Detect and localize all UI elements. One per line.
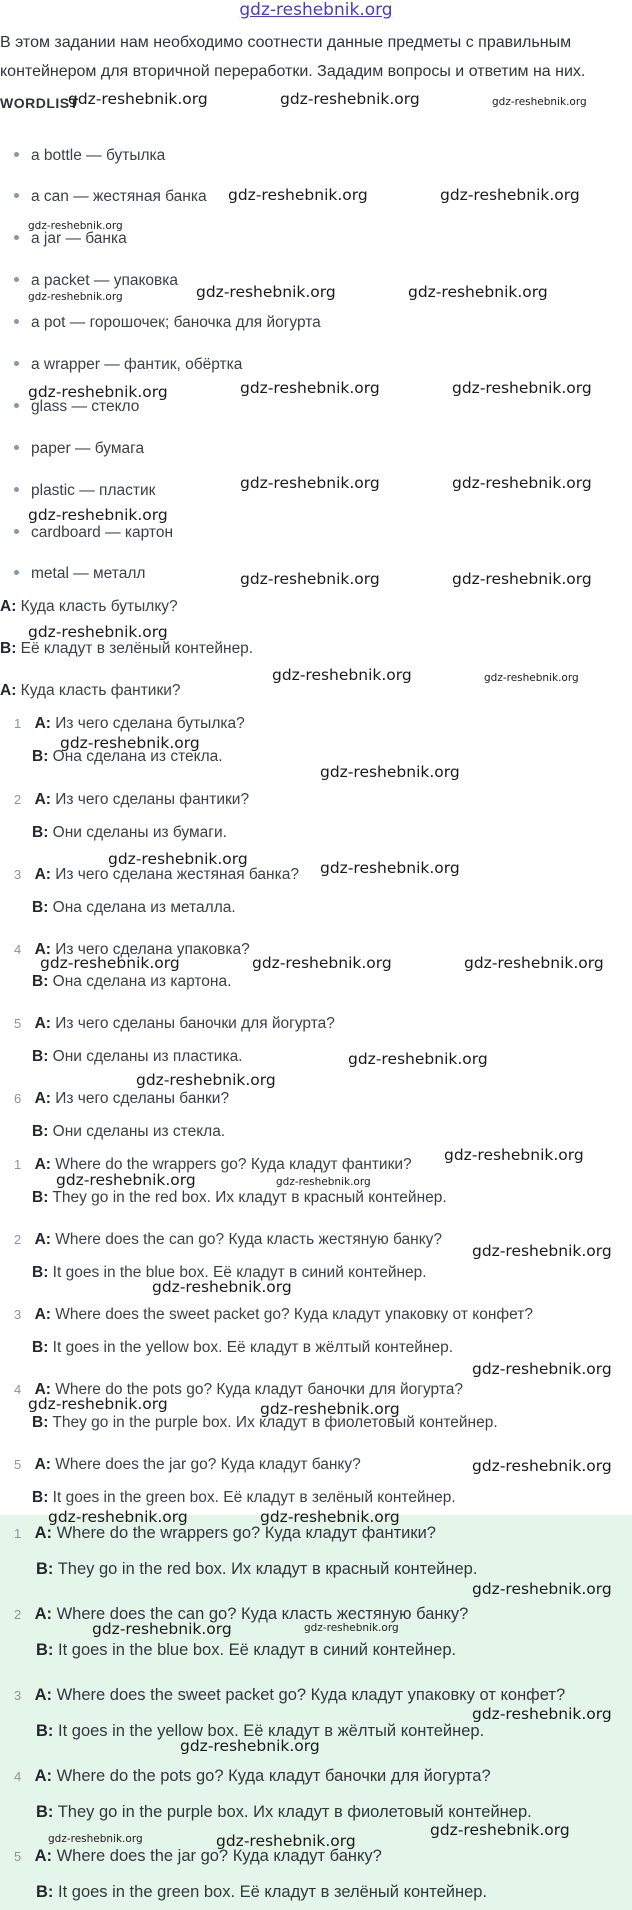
dialogue-ru-6-answer: B: Они сделаны из стекла. bbox=[32, 1123, 226, 1140]
dialogue-ru-6: 6 A: Из чего сделаны банки? bbox=[14, 1090, 230, 1107]
dialogue-ru-1-answer: B: Она сделана из стекла. bbox=[32, 748, 223, 765]
dialogue-en-3: 3 A: Where does the sweet packet go? Куда кладут упаковку от конфет? bbox=[14, 1306, 533, 1323]
watermark: gdz-reshebnik.org bbox=[320, 859, 460, 877]
answer-4: 4 A: Where do the pots go? Куда кладут баночки для йогурта? bbox=[14, 1767, 491, 1785]
watermark: gdz-reshebnik.org bbox=[464, 954, 604, 972]
dialogue-en-3-answer: B: It goes in the yellow box. Её кладут в жёлтый контейнер. bbox=[32, 1339, 454, 1356]
wordlist-item: metal — металл bbox=[14, 565, 145, 583]
watermark: gdz-reshebnik.org bbox=[228, 186, 368, 204]
dialogue-ru-5: 5 A: Из чего сделаны баночки для йогурта? bbox=[14, 1015, 335, 1032]
wordlist-item: a can — жестяная банка bbox=[14, 188, 207, 206]
wordlist-label: WORDLIST bbox=[0, 95, 79, 111]
answer-1-b: B: They go in the red box. Их кладут в красный контейнер. bbox=[36, 1560, 478, 1578]
dialogue-ru-2-answer: B: Они сделаны из бумаги. bbox=[32, 824, 227, 841]
watermark: gdz-reshebnik.org bbox=[320, 763, 460, 781]
watermark: gdz-reshebnik.org bbox=[92, 1620, 232, 1638]
watermark: gdz-reshebnik.org bbox=[240, 474, 380, 492]
dialogue-ru-5-answer: B: Они сделаны из пластика. bbox=[32, 1048, 243, 1065]
dialogue-en-4: 4 A: Where do the pots go? Куда кладут баночки для йогурта? bbox=[14, 1381, 463, 1398]
bullet-icon bbox=[14, 152, 19, 157]
watermark: gdz-reshebnik.org bbox=[484, 672, 579, 684]
watermark: gdz-reshebnik.org bbox=[28, 623, 168, 641]
wordlist-item: cardboard — картон bbox=[14, 524, 173, 542]
watermark: gdz-reshebnik.org bbox=[28, 220, 123, 232]
wordlist-item: paper — бумага bbox=[14, 440, 144, 458]
wordlist-item: a pot — горошочек; баночка для йогурта bbox=[14, 314, 321, 332]
watermark: gdz-reshebnik.org bbox=[472, 1360, 612, 1378]
answer-3-b: B: It goes in the yellow box. Её кладут в жёлтый контейнер. bbox=[36, 1722, 485, 1740]
dialogue-en-2-answer: B: It goes in the blue box. Её кладут в синий контейнер. bbox=[32, 1264, 427, 1281]
watermark: gdz-reshebnik.org bbox=[472, 1705, 612, 1723]
watermark: gdz-reshebnik.org bbox=[60, 734, 200, 752]
watermark: gdz-reshebnik.org bbox=[408, 283, 548, 301]
watermark: gdz-reshebnik.org bbox=[136, 1071, 276, 1089]
bullet-icon bbox=[14, 361, 19, 366]
dialogue-en-5-answer: B: It goes in the green box. Её кладут в зелёный контейнер. bbox=[32, 1489, 456, 1506]
watermark: gdz-reshebnik.org bbox=[240, 379, 380, 397]
watermark: gdz-reshebnik.org bbox=[452, 570, 592, 588]
watermark: gdz-reshebnik.org bbox=[28, 383, 168, 401]
answer-2: 2 A: Where does the can go? Куда класть жестяную банку? bbox=[14, 1605, 469, 1623]
watermark: gdz-reshebnik.org bbox=[28, 1395, 168, 1413]
watermark: gdz-reshebnik.org bbox=[260, 1508, 400, 1526]
bullet-icon bbox=[14, 445, 19, 450]
answer-5: 5 A: Where does the jar go? Куда кладут банку? bbox=[14, 1847, 382, 1865]
watermark: gdz-reshebnik.org bbox=[260, 1400, 400, 1418]
intro-text: В этом задании нам необходимо соотнести данные предметы с правильным контейнером для вторичной переработки. Зададим вопросы и ответим на них. bbox=[0, 34, 586, 80]
example-line: B: Её кладут в зелёный контейнер. bbox=[0, 640, 254, 657]
dialogue-ru-3: 3 A: Из чего сделана жестяная банка? bbox=[14, 866, 299, 883]
bullet-icon bbox=[14, 235, 19, 240]
watermark: gdz-reshebnik.org bbox=[196, 283, 336, 301]
dialogue-en-2: 2 A: Where does the can go? Куда класть жестяную банку? bbox=[14, 1231, 443, 1248]
watermark: gdz-reshebnik.org bbox=[304, 1622, 399, 1634]
dialogue-ru-4-answer: B: Она сделана из картона. bbox=[32, 973, 232, 990]
bullet-icon bbox=[14, 277, 19, 282]
watermark: gdz-reshebnik.org bbox=[472, 1580, 612, 1598]
watermark: gdz-reshebnik.org bbox=[492, 96, 587, 108]
watermark: gdz-reshebnik.org bbox=[180, 1737, 320, 1755]
wordlist-item: a packet — упаковка bbox=[14, 272, 178, 290]
dialogue-en-5: 5 A: Where does the jar go? Куда кладут банку? bbox=[14, 1456, 361, 1473]
example-line: A: Куда класть бутылку? bbox=[0, 598, 178, 615]
watermark: gdz-reshebnik.org bbox=[240, 570, 380, 588]
bullet-icon bbox=[14, 193, 19, 198]
watermark: gdz-reshebnik.org bbox=[276, 1176, 371, 1188]
bullet-icon bbox=[14, 570, 19, 575]
watermark: gdz-reshebnik.org bbox=[108, 850, 248, 868]
watermark: gdz-reshebnik.org bbox=[68, 90, 208, 108]
watermark: gdz-reshebnik.org bbox=[152, 1278, 292, 1296]
answer-1: 1 A: Where do the wrappers go? Куда кладут фантики? bbox=[14, 1524, 436, 1542]
watermark: gdz-reshebnik.org bbox=[28, 506, 168, 524]
wordlist-item: plastic — пластик bbox=[14, 482, 155, 500]
dialogue-ru-4: 4 A: Из чего сделана упаковка? bbox=[14, 941, 250, 958]
dialogue-ru-1: 1 A: Из чего сделана бутылка? bbox=[14, 715, 245, 732]
dialogue-ru-2: 2 A: Из чего сделаны фантики? bbox=[14, 791, 250, 808]
dialogue-en-4-answer: B: They go in the purple box. Их кладут в фиолетовый контейнер. bbox=[32, 1414, 498, 1431]
watermark: gdz-reshebnik.org bbox=[440, 186, 580, 204]
dialogue-en-1: 1 A: Where do the wrappers go? Куда кладут фантики? bbox=[14, 1156, 412, 1173]
site-link[interactable]: gdz-reshebnik.org bbox=[239, 0, 393, 20]
watermark: gdz-reshebnik.org bbox=[472, 1457, 612, 1475]
bullet-icon bbox=[14, 529, 19, 534]
wordlist-item: a wrapper — фантик, обёртка bbox=[14, 356, 242, 374]
watermark: gdz-reshebnik.org bbox=[272, 666, 412, 684]
watermark: gdz-reshebnik.org bbox=[348, 1050, 488, 1068]
answer-5-b: B: It goes in the green box. Её кладут в зелёный контейнер. bbox=[36, 1883, 488, 1901]
watermark: gdz-reshebnik.org bbox=[452, 379, 592, 397]
dialogue-en-1-answer: B: They go in the red box. Их кладут в красный контейнер. bbox=[32, 1189, 447, 1206]
watermark: gdz-reshebnik.org bbox=[280, 90, 420, 108]
watermark: gdz-reshebnik.org bbox=[472, 1242, 612, 1260]
watermark: gdz-reshebnik.org bbox=[28, 291, 123, 303]
answer-3: 3 A: Where does the sweet packet go? Куда кладут упаковку от конфет? bbox=[14, 1686, 566, 1704]
answer-4-b: B: They go in the purple box. Их кладут в фиолетовый контейнер. bbox=[36, 1803, 532, 1821]
wordlist-item: a jar — банка bbox=[14, 230, 127, 248]
watermark: gdz-reshebnik.org bbox=[216, 1832, 356, 1850]
watermark: gdz-reshebnik.org bbox=[48, 1508, 188, 1526]
bullet-icon bbox=[14, 403, 19, 408]
watermark: gdz-reshebnik.org bbox=[452, 474, 592, 492]
watermark: gdz-reshebnik.org bbox=[444, 1146, 584, 1164]
example-line: A: Куда класть фантики? bbox=[0, 682, 181, 699]
dialogue-ru-3-answer: B: Она сделана из металла. bbox=[32, 899, 236, 916]
answer-2-b: B: It goes in the blue box. Её кладут в синий контейнер. bbox=[36, 1641, 457, 1659]
watermark: gdz-reshebnik.org bbox=[48, 1833, 143, 1845]
bullet-icon bbox=[14, 319, 19, 324]
watermark: gdz-reshebnik.org bbox=[430, 1821, 570, 1839]
watermark: gdz-reshebnik.org bbox=[40, 954, 180, 972]
watermark: gdz-reshebnik.org bbox=[56, 1171, 196, 1189]
watermark: gdz-reshebnik.org bbox=[252, 954, 392, 972]
wordlist-item: glass — стекло bbox=[14, 398, 139, 416]
bullet-icon bbox=[14, 487, 19, 492]
wordlist-item: a bottle — бутылка bbox=[14, 147, 165, 165]
